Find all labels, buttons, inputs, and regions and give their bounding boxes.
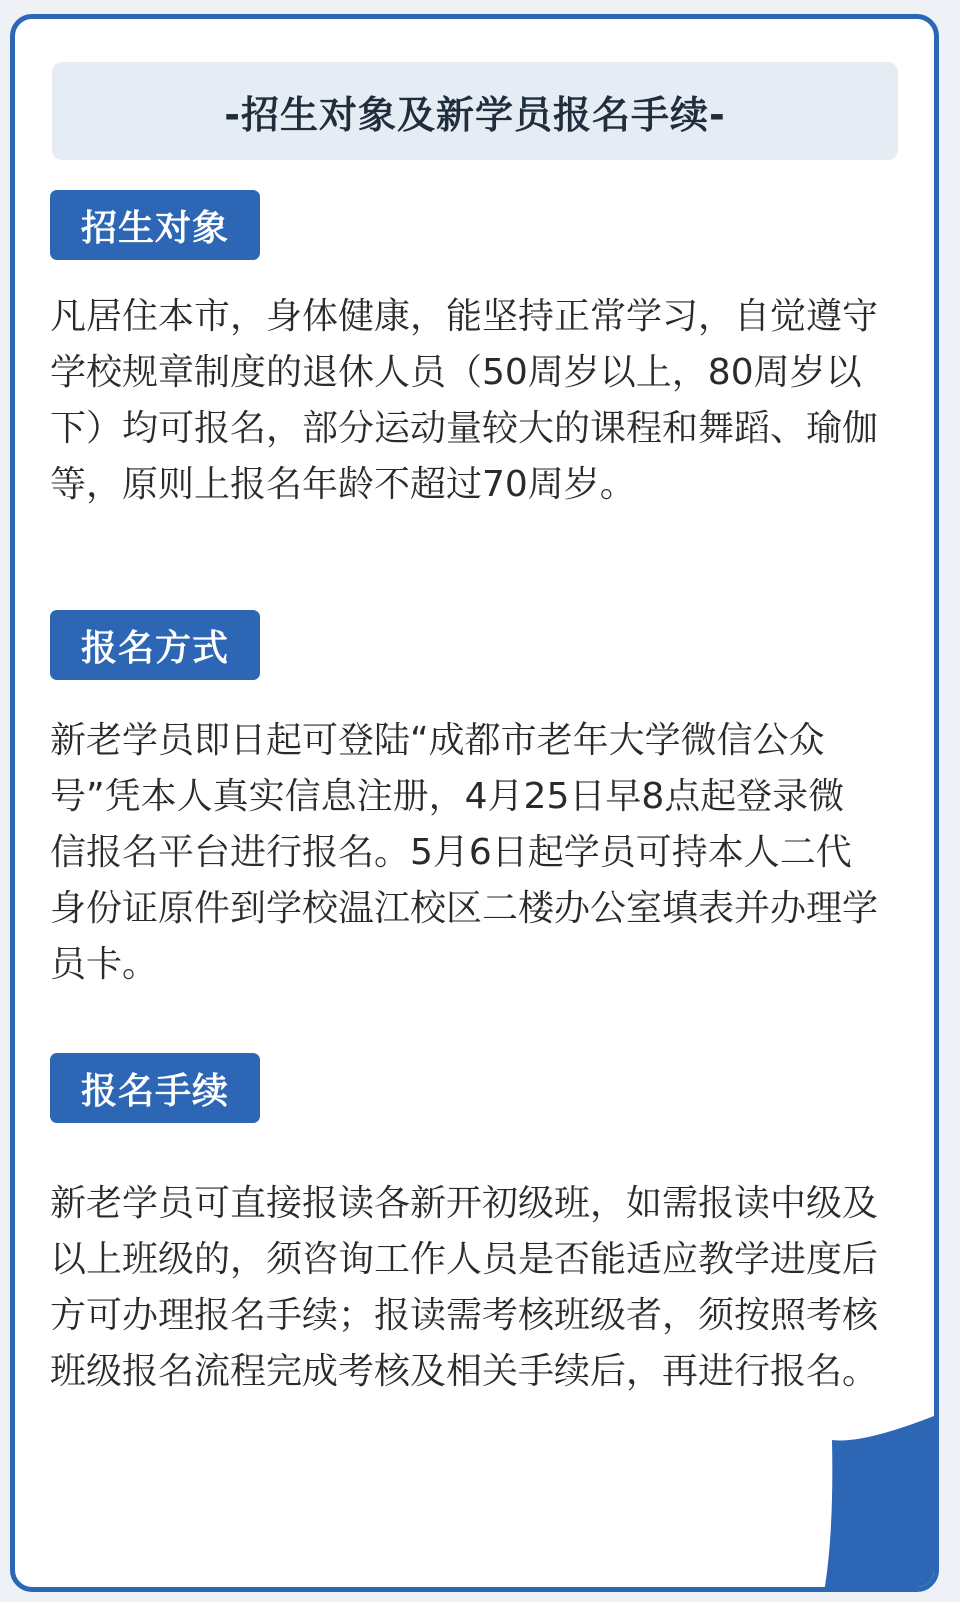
notice-card <box>10 14 939 1592</box>
section-heading-registration-method: 报名方式 <box>50 610 260 680</box>
section-text-enrollment-target: 凡居住本市，身体健康，能坚持正常学习，自觉遵守学校规章制度的退休人员（50周岁以上，80周岁以下）均可报名，部分运动量较大的课程和舞蹈、瑜伽等，原则上报名年龄不超过70周岁。 <box>50 296 879 505</box>
section-heading-registration-procedure: 报名手续 <box>50 1053 260 1123</box>
section-text-registration-procedure: 新老学员可直接报读各新开初级班，如需报读中级及以上班级的，须咨询工作人员是否能适应教学进度后方可办理报名手续；报读需考核班级者，须按照考核班级报名流程完成考核及相关手续后，再进行报名。 <box>50 1183 879 1392</box>
page-title: -招生对象及新学员报名手续- <box>224 92 726 137</box>
section-heading-enrollment-target: 招生对象 <box>50 190 260 260</box>
title-banner <box>52 62 898 160</box>
page-curl-corner-decoration <box>824 1414 939 1592</box>
section-text-registration-method: 新老学员即日起可登陆“成都市老年大学微信公众号”凭本人真实信息注册，4月25日早8点起登录微信报名平台进行报名。5月6日起学员可持本人二代身份证原件到学校温江校区二楼办公室填表并办理学员卡。 <box>50 720 879 985</box>
